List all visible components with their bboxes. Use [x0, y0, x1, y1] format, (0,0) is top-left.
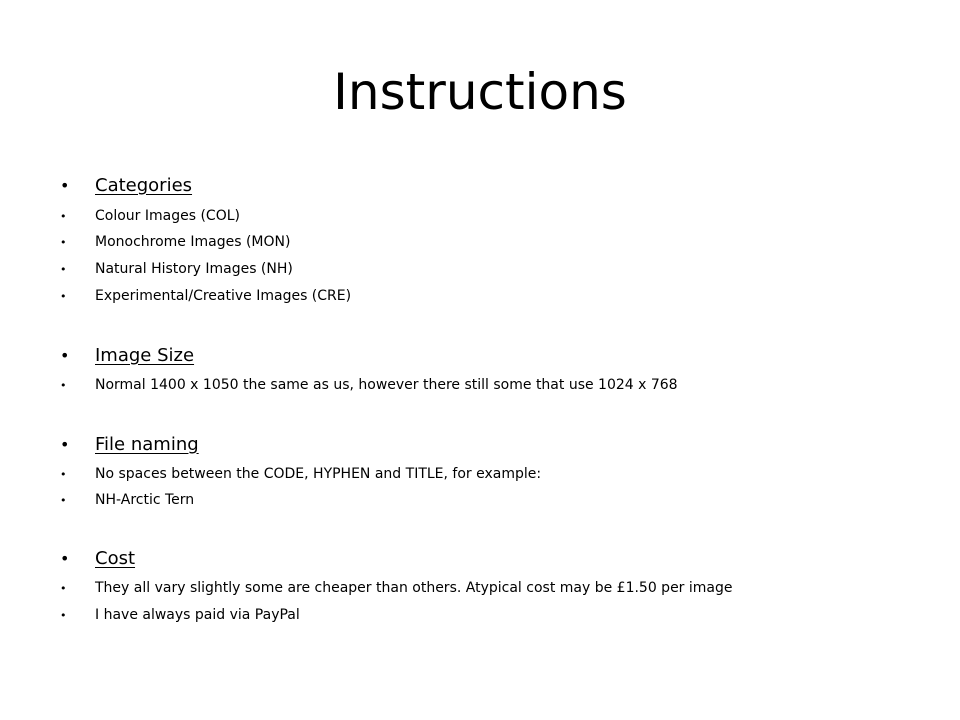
bullet-icon: •: [60, 549, 70, 568]
bullet-icon: •: [60, 379, 67, 392]
section-heading-categories: [60, 175, 192, 196]
section-heading-image-size: [60, 345, 194, 366]
slide-title: Instructions: [333, 63, 627, 121]
list-item: [60, 580, 733, 596]
list-item-text: They all vary slightly some are cheaper than others. Atypical cost may be £1.50 per image: [95, 580, 733, 596]
section-heading-cost: [60, 548, 135, 569]
list-item-text: Experimental/Creative Images (CRE): [95, 288, 352, 304]
bullet-icon: •: [60, 210, 67, 223]
heading-text: Image Size: [95, 345, 195, 366]
bullet-icon: •: [60, 176, 70, 195]
list-item-text: NH-Arctic Tern: [95, 492, 195, 508]
list-item-text: Normal 1400 x 1050 the same as us, however there still some that use 1024 x 768: [95, 377, 678, 393]
list-item: [60, 288, 351, 304]
list-item: [60, 492, 194, 508]
bullet-icon: •: [60, 582, 67, 595]
bullet-icon: •: [60, 468, 67, 481]
list-item-text: Natural History Images (NH): [95, 261, 293, 277]
section-heading-file-naming: [60, 434, 199, 455]
heading-text: Cost: [95, 548, 136, 569]
list-item: [60, 466, 541, 482]
list-item: [60, 607, 300, 623]
bullet-icon: •: [60, 435, 70, 454]
bullet-icon: •: [60, 609, 67, 622]
list-item: [60, 377, 678, 393]
list-item-text: I have always paid via PayPal: [95, 607, 300, 623]
list-item-text: No spaces between the CODE, HYPHEN and TITLE, for example:: [95, 466, 542, 482]
bullet-icon: •: [60, 494, 67, 507]
list-item: [60, 208, 240, 224]
bullet-icon: •: [60, 263, 67, 276]
bullet-icon: •: [60, 290, 67, 303]
list-item: [60, 234, 290, 250]
bullet-icon: •: [60, 236, 67, 249]
bullet-icon: •: [60, 346, 70, 365]
list-item-text: Colour Images (COL): [95, 208, 240, 224]
heading-text: Categories: [95, 175, 193, 196]
list-item: [60, 261, 293, 277]
list-item-text: Monochrome Images (MON): [95, 234, 291, 250]
heading-text: File naming: [95, 434, 199, 455]
